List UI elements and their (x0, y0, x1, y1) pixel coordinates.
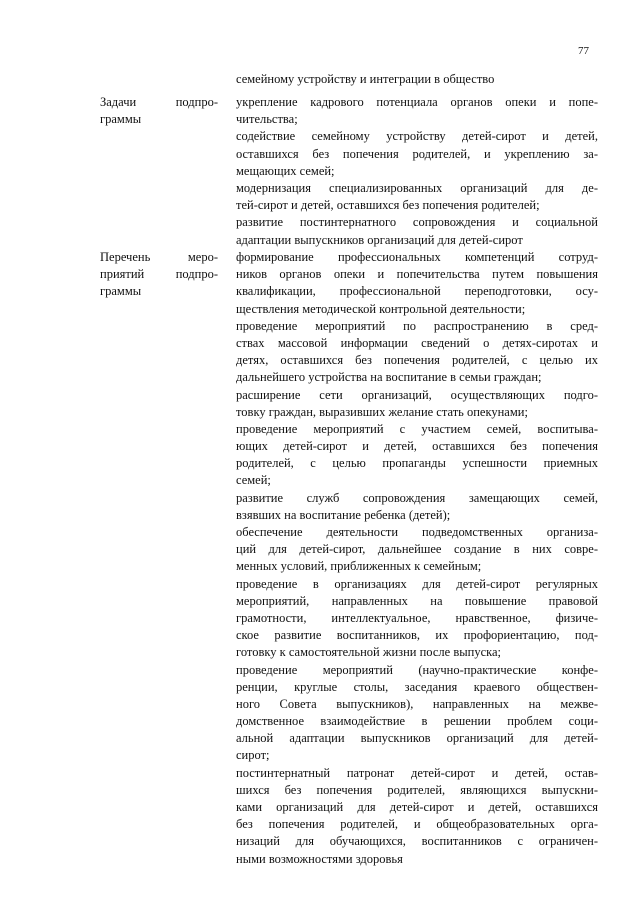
text-line: проведение мероприятий с участием семей, воспитыва- (236, 421, 598, 436)
text-line: сирот; (236, 748, 270, 763)
list-item (236, 662, 598, 765)
text-line: семейному устройству и интеграции в общество (236, 72, 495, 86)
section-content-tasks (236, 94, 598, 249)
text-line: ками организаций для детей-сирот и детей, оставшихся (236, 800, 598, 814)
list-item (236, 128, 598, 180)
text-line: семей; (236, 473, 271, 488)
label-word: меро- (187, 250, 218, 264)
text-line: ществления методической контрольной деятельности; (236, 301, 526, 316)
list-item (236, 214, 598, 248)
text-line: адаптации выпускников организаций для детей-сирот (236, 232, 523, 247)
text-line: без попечения родителей, и общеобразовательных орга- (236, 817, 598, 832)
list-item (236, 94, 598, 128)
text-line: менных условий, приближенных к семейным; (236, 559, 482, 574)
section-content-activities (236, 249, 598, 868)
list-item (236, 576, 598, 662)
text-line: ного Совета выпускников), направленных на межве- (236, 696, 598, 711)
text-line: детях, оставшихся без попечения родителей, с целью их (236, 353, 598, 368)
text-line: проведение мероприятий (научно-практические конфе- (236, 662, 598, 677)
text-line: товку граждан, выразивших желание стать опекунами; (236, 404, 528, 419)
label-word: Задачи (100, 95, 137, 109)
section-label-tasks (100, 94, 218, 128)
text-line: оставшихся без попечения родителей, и укреплению за- (236, 146, 598, 161)
text-line: модернизация специализированных организаций для де- (236, 180, 598, 195)
text-line: содействие семейному устройству детей-сирот и детей, (236, 129, 598, 144)
label-word: граммы (100, 284, 142, 299)
list-item (236, 318, 598, 387)
text-line: проведение мероприятий по распространению в сред- (236, 318, 598, 333)
list-item (236, 421, 598, 490)
text-line: развитие служб сопровождения замещающих семей, (236, 490, 598, 505)
text-line: ское развитие воспитанников, их профориентацию, под- (236, 628, 598, 643)
text-line: квалификации, профессиональной переподготовки, осу- (236, 284, 598, 299)
label-word: подпро- (175, 267, 218, 282)
text-line: тей-сирот и детей, оставшихся без попечения родителей; (236, 198, 540, 213)
text-line: домственное взаимодействие в решении проблем соци- (236, 714, 598, 729)
text-line: родителей, с целью пропаганды успешности приемных (236, 456, 598, 471)
text-line: мероприятий, направленных на повышение правовой (236, 593, 598, 608)
text-line: низаций для обучающихся, воспитанников с ограничен- (236, 834, 598, 849)
text-line: ными возможностями здоровья (236, 851, 403, 866)
text-line: расширение сети организаций, осуществляющих подго- (236, 387, 598, 402)
text-line: укрепление кадрового потенциала органов опеки и попе- (236, 95, 598, 109)
list-item (236, 765, 598, 868)
continuation-text (236, 71, 598, 88)
list-item (236, 490, 598, 524)
list-item (236, 524, 598, 576)
label-word: граммы (100, 112, 142, 127)
section-label-activities (100, 249, 218, 301)
text-line: ций для детей-сирот, дальнейшее создание в них совре- (236, 542, 598, 557)
text-line: ющих детей-сирот и детей, оставшихся без попечения (236, 439, 598, 454)
text-line: взявших на воспитание ребенка (детей); (236, 507, 451, 522)
text-line: ников органов опеки и попечительства путем повышения (236, 267, 598, 282)
text-line: мещающих семей; (236, 163, 335, 178)
text-line: проведение в организациях для детей-сирот регулярных (236, 576, 598, 591)
list-item (236, 249, 598, 318)
text-line: формирование профессиональных компетенций сотруд- (236, 250, 598, 264)
label-word: Перечень (100, 250, 151, 264)
text-line: чительства; (236, 112, 298, 127)
text-line: грамотности, интеллектуальное, нравственное, физиче- (236, 610, 598, 625)
text-line: ствах массовой информации сведений о детях-сиротах и (236, 335, 598, 350)
label-word: приятий (100, 267, 145, 282)
text-line: готовку к самостоятельной жизни после выпуска; (236, 645, 502, 660)
page-number: 77 (578, 45, 589, 57)
text-line: дальнейшего устройства на воспитание в семьи граждан; (236, 370, 542, 385)
text-line: развитие постинтернатного сопровождения и социальной (236, 215, 598, 230)
list-item (236, 387, 598, 421)
text-line: постинтернатный патронат детей-сирот и детей, остав- (236, 765, 598, 780)
text-line: обеспечение деятельности подведомственных организа- (236, 525, 598, 539)
list-item (236, 180, 598, 214)
text-line: альной адаптации выпускников организаций для детей- (236, 731, 598, 746)
text-line: шихся без попечения родителей, являющихся выпускни- (236, 782, 598, 797)
label-word: подпро- (175, 95, 218, 109)
text-line: ренции, круглые столы, заседания краевого обществен- (236, 679, 598, 694)
